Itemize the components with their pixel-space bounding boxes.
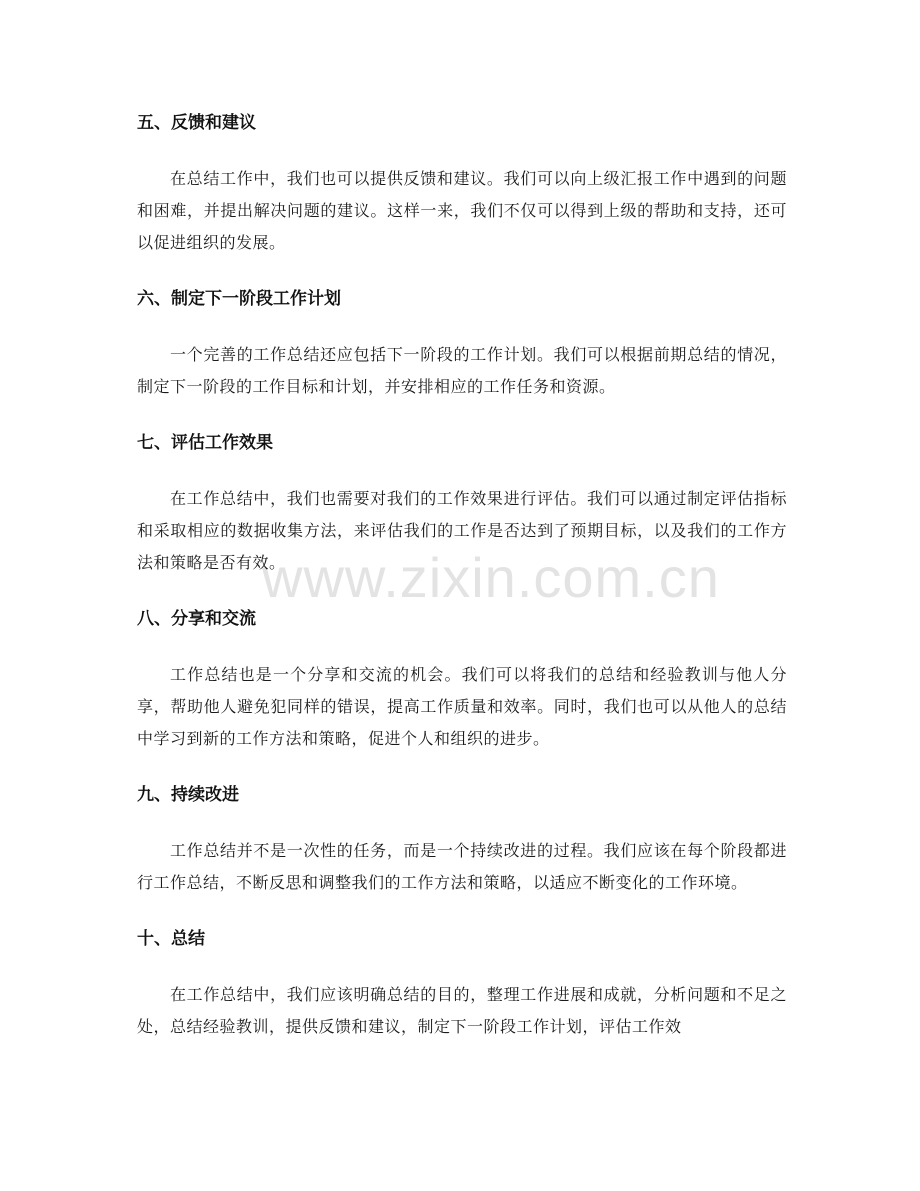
section-heading-9: 九、持续改进 [137,785,239,805]
section-heading-5: 五、反馈和建议 [137,113,256,133]
section-paragraph-10: 在工作总结中，我们应该明确总结的目的，整理工作进展和成就，分析问题和不足之处，总结经验教训，提供反馈和建议，制定下一阶段工作计划，评估工作效 [137,985,787,1036]
section-heading-6: 六、制定下一阶段工作计划 [137,289,341,309]
section-paragraph-8: 工作总结也是一个分享和交流的机会。我们可以将我们的总结和经验教训与他人分享，帮助他人避免犯同样的错误，提高工作质量和效率。同时，我们也可以从他人的总结中学习到新的工作方法和策略，促进个人和组织的进步。 [137,665,787,748]
section-paragraph-6: 一个完善的工作总结还应包括下一阶段的工作计划。我们可以根据前期总结的情况，制定下一阶段的工作目标和计划，并安排相应的工作任务和资源。 [137,345,787,396]
section-paragraph-5: 在总结工作中，我们也可以提供反馈和建议。我们可以向上级汇报工作中遇到的问题和困难，并提出解决问题的建议。这样一来，我们不仅可以得到上级的帮助和支持，还可以促进组织的发展。 [137,169,787,252]
section-heading-10: 十、总结 [137,929,205,949]
section-paragraph-7: 在工作总结中，我们也需要对我们的工作效果进行评估。我们可以通过制定评估指标和采取相应的数据收集方法，来评估我们的工作是否达到了预期目标，以及我们的工作方法和策略是否有效。 [137,489,787,572]
watermark: www.zixin.com.cn [262,546,720,609]
document-content [137,104,787,1043]
section-heading-8: 八、分享和交流 [137,609,256,629]
section-paragraph-9: 工作总结并不是一次性的任务，而是一个持续改进的过程。我们应该在每个阶段都进行工作总结，不断反思和调整我们的工作方法和策略，以适应不断变化的工作环境。 [137,841,787,892]
section-heading-7: 七、评估工作效果 [137,433,273,453]
